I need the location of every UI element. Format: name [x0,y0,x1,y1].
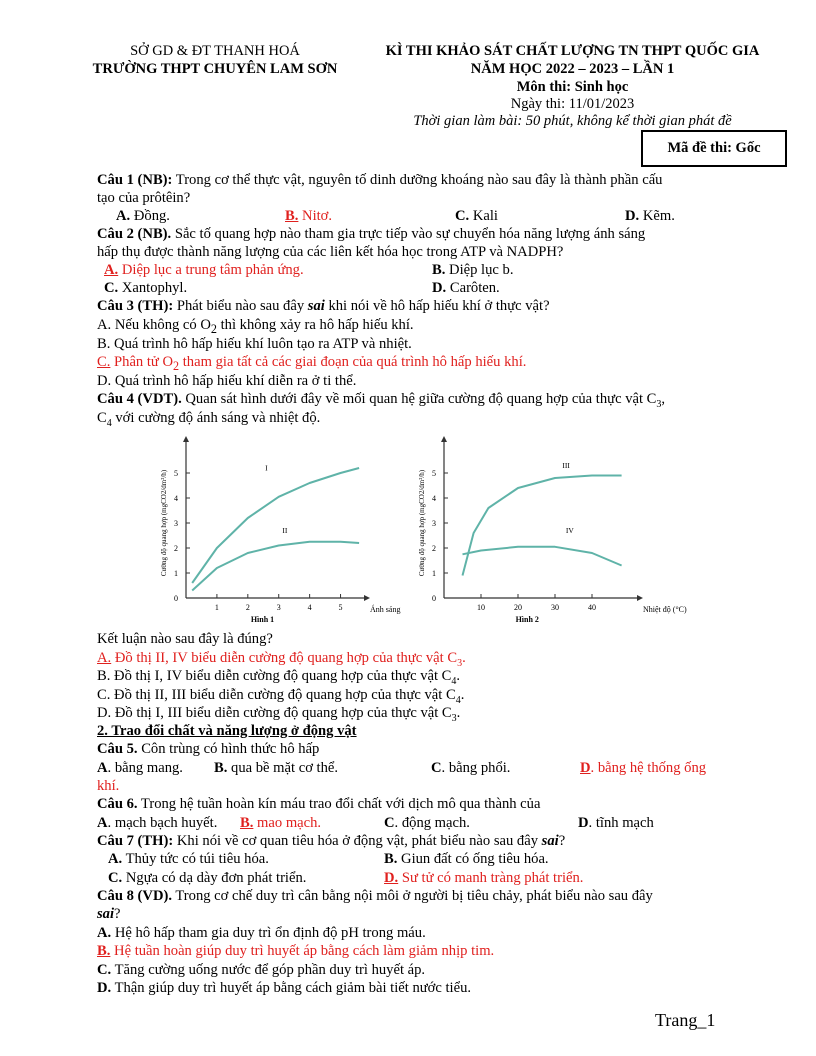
q3-option-d: D. Quá trình hô hấp hiếu khí diễn ra ở ti thể. [97,373,357,389]
q4-option-d: D. Đồ thị I, III biểu diễn cường độ quang hợp của thực vật $C_3$. [97,705,461,724]
y-tick-label: 5 [174,469,178,478]
q5-option-d-cont: khí. [97,778,120,794]
y-tick-label: 4 [432,494,436,503]
q8-stem: Câu 8 (VD). Trong cơ chế duy trì cân bằng nội môi ở người bị tiêu chảy, phát biểu nào sau đây [97,888,653,904]
figure-1-chart [150,432,410,632]
q4-option-b: B. Đồ thị I, IV biểu diễn cường độ quang hợp của thực vật $C_4$. [97,668,461,687]
x-tick-label: 10 [477,603,485,612]
q6-option-a: A. mạch bạch huyết. [97,815,218,831]
page-number: Trang_1 [655,1010,716,1030]
x-axis-arrow [364,595,370,601]
x-tick-label: 30 [551,603,559,612]
x-tick-label: 5 [338,603,343,612]
q4-option-a: A. Đồ thị II, IV biểu diễn cường độ quang hợp của thực vật $C_3$. [97,650,466,669]
q8-option-c: C. Tăng cường uống nước để góp phần duy trì huyết áp. [97,962,426,978]
q5-option-d: D. bằng hệ thống ống [580,760,707,776]
x-axis-label: Ánh sáng [370,605,401,614]
series-label-IV: IV [565,526,574,535]
y-tick-label: 3 [174,519,178,528]
y-axis-arrow [183,436,189,442]
q1-stem: Câu 1 (NB): Trong cơ thể thực vật, nguyên tố dinh dưỡng khoáng nào sau đây là thành phần cấu [97,172,663,188]
q8-option-b: B. Hệ tuần hoàn giúp duy trì huyết áp bằng cách làm giảm nhịp tim. [97,943,495,959]
figure-title: Hình 1 [250,615,275,624]
x-tick-label: 3 [276,603,281,612]
q2-option-c: C. Xantophyl. [104,280,188,296]
q1-stem-cont: tạo của prôtêin? [97,190,191,206]
series-label-I: I [265,463,268,473]
x-tick-label: 2 [245,603,250,612]
x-tick-label: 1 [214,603,219,612]
series-line-I [192,468,359,583]
q6-stem: Câu 6. Trong hệ tuần hoàn kín máu trao đổi chất với dịch mô qua thành của [97,796,541,812]
x-tick-label: 40 [588,603,596,612]
q3-option-b: B. Quá trình hô hấp hiếu khí luôn tạo ra ATP và nhiệt. [97,336,412,352]
q7-option-c: C. Ngựa có dạ dày đơn phát triển. [108,870,307,886]
q3-option-a: A. Nếu không có $O_2$ thì không xảy ra hô hấp hiếu khí. [97,317,414,336]
y-tick-label: 0 [432,594,436,603]
x-axis-arrow [637,595,643,601]
x-tick-label: 20 [514,603,522,612]
q2-option-b: B. Diệp lục b. [432,262,514,278]
school-year: NĂM HỌC 2022 – 2023 – LẦN 1 [470,61,675,77]
q3-option-c: C. Phân tử $O_2$ tham gia tất cả các giai đoạn của quá trình hô hấp hiếu khí. [97,354,527,373]
q1-option-a: A. Đồng. [116,208,170,224]
q3-stem: Câu 3 (TH): Phát biểu nào sau đây sai khi nói về hô hấp hiếu khí ở thực vật? [97,298,550,314]
series-line-III [463,476,622,576]
series-line-IV [463,547,622,566]
series-label-III: III [562,461,570,470]
q5-option-b: B. qua bề mặt cơ thể. [214,760,339,776]
y-axis-arrow [441,436,447,442]
q2-option-d: D. Carôten. [432,280,500,296]
q4-stem: Câu 4 (VDT). Quan sát hình dưới đây về mối quan hệ giữa cường độ quang hợp của thực vật $C_3$, [97,391,666,410]
y-tick-label: 1 [174,569,178,578]
q8-stem-cont: sai? [97,906,121,922]
q7-option-a: A. Thủy tức có túi tiêu hóa. [108,851,269,867]
exam-duration: Thời gian làm bài: 50 phút, không kể thời gian phát đề [413,113,732,129]
section-2-title: 2. Trao đổi chất và năng lượng ở động vật [97,723,357,739]
q7-option-d: D. Sư tử có manh tràng phát triển. [384,870,584,886]
q2-stem-cont: hấp thụ được thành năng lượng của các liên kết hóa học trong ATP và NADPH? [97,244,564,260]
q4-option-c: C. Đồ thị II, III biểu diễn cường độ quang hợp của thực vật $C_4$. [97,687,465,706]
y-tick-label: 2 [432,544,436,553]
x-tick-label: 4 [307,603,312,612]
school-name: TRƯỜNG THPT CHUYÊN LAM SƠN [92,61,338,77]
q7-option-b: B. Giun đất có ống tiêu hóa. [384,851,549,867]
q1-option-c: C. Kali [455,208,498,224]
exam-code-box: Mã đề thi: Gốc [641,130,787,167]
q8-option-a: A. Hệ hô hấp tham gia duy trì ổn định độ pH trong máu. [97,925,426,941]
y-axis-label: Cường độ quang hợp (mgCO2/dm²/h) [418,469,426,577]
y-tick-label: 1 [432,569,436,578]
y-tick-label: 5 [432,469,436,478]
q1-option-b: B. Nitơ. [285,208,333,224]
x-axis-label: Nhiệt độ (°C) [643,605,687,614]
q5-option-c: C. bằng phổi. [431,760,511,776]
exam-subject: Môn thi: Sinh học [516,79,629,95]
figure-2-chart [400,432,687,632]
series-label-II: II [282,526,288,535]
y-axis-label: Cường độ quang hợp (mgCO2/dm²/h) [160,469,168,577]
q6-option-c: C. động mạch. [384,815,470,831]
exam-title: KÌ THI KHẢO SÁT CHẤT LƯỢNG TN THPT QUỐC GIA [385,43,760,59]
y-tick-label: 0 [174,594,178,603]
q1-option-d: D. Kẽm. [625,208,675,224]
exam-date: Ngày thi: 11/01/2023 [510,96,635,112]
y-tick-label: 4 [174,494,178,503]
q6-option-d: D. tĩnh mạch [578,815,654,831]
q6-option-b: B. mao mạch. [240,815,322,831]
q2-stem: Câu 2 (NB). Sắc tố quang hợp nào tham gia trực tiếp vào sự chuyển hóa năng lượng ánh sáng [97,226,646,242]
q2-option-a: A. Diệp lục a trung tâm phản ứng. [104,262,304,278]
school-department: SỞ GD & ĐT THANH HOÁ [130,43,300,59]
q4-conclusion: Kết luận nào sau đây là đúng? [97,631,273,647]
y-tick-label: 3 [432,519,436,528]
q8-option-d: D. Thận giúp duy trì huyết áp bằng cách giảm bài tiết nước tiểu. [97,980,472,996]
q7-stem: Câu 7 (TH): Khi nói về cơ quan tiêu hóa ở động vật, phát biểu nào sau đây sai? [97,833,566,849]
figure-title: Hình 2 [515,615,539,624]
q5-option-a: A. bằng mang. [97,760,183,776]
q5-stem: Câu 5. Côn trùng có hình thức hô hấp [97,741,320,757]
q4-stem-cont: $C_4$ với cường độ ánh sáng và nhiệt độ. [97,410,321,429]
y-tick-label: 2 [174,544,178,553]
